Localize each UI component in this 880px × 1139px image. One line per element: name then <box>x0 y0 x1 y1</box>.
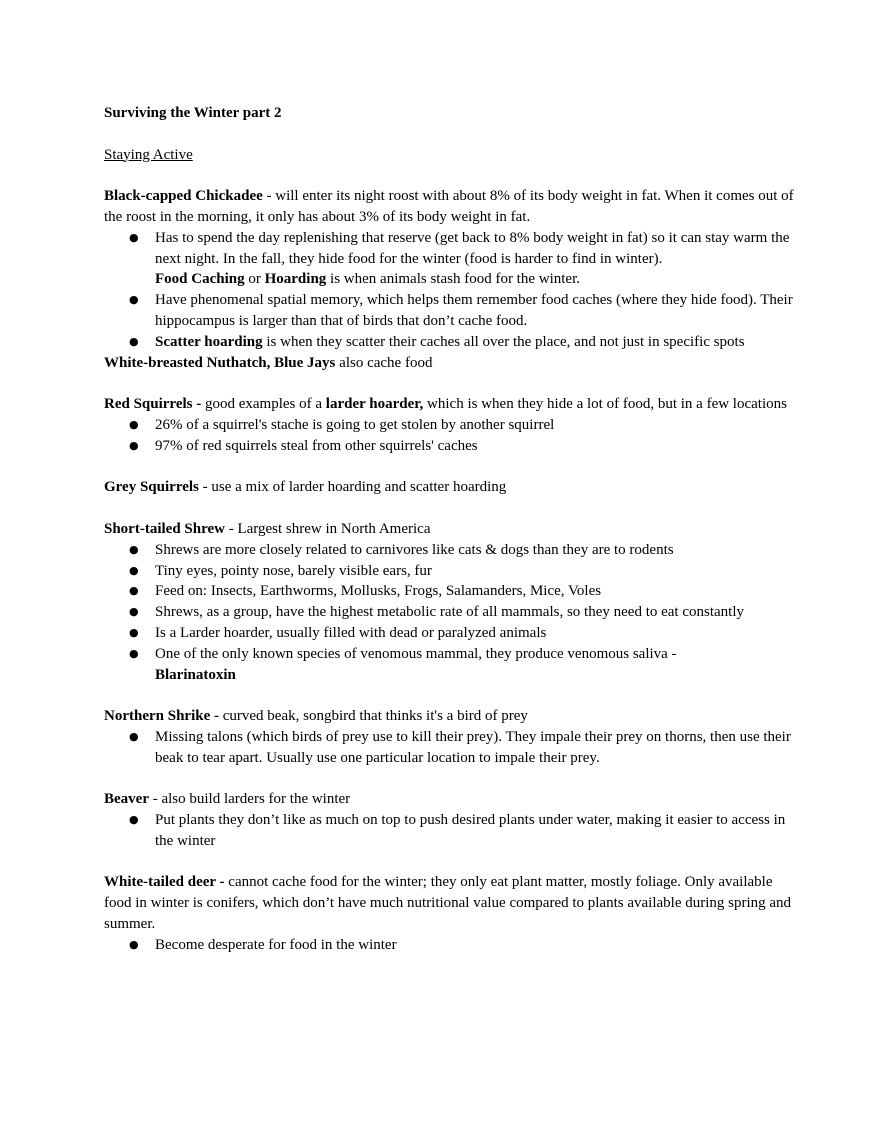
list-item: ● Shrews are more closely related to carnivores like cats & dogs than they are to rodents <box>104 540 794 561</box>
red-squirrels-bullets <box>104 415 794 457</box>
spacer <box>104 124 794 145</box>
shrew-desc: - Largest shrew in North America <box>224 520 431 537</box>
grey-squirrels-name: Grey Squirrels <box>104 479 199 496</box>
document-title: Surviving the Winter part 2 <box>104 105 282 121</box>
list-item: ● Feed on: Insects, Earthworms, Mollusks, Frogs, Salamanders, Mice, Voles <box>104 581 794 602</box>
list-item: ● Become desperate for food in the winter <box>104 935 794 956</box>
shrike-paragraph <box>104 706 794 727</box>
deer-bullets <box>104 935 794 956</box>
nuthatch-desc: also cache food <box>335 354 433 371</box>
beaver-paragraph <box>104 789 794 810</box>
term-hoarding: Hoarding <box>264 271 327 288</box>
spacer <box>104 685 794 706</box>
shrike-desc: curved beak, songbird that thinks it's a bird of prey <box>219 708 528 725</box>
spacer <box>104 498 794 519</box>
or-text: or <box>244 271 265 288</box>
list-item: ● 97% of red squirrels steal from other squirrels' caches <box>104 436 794 457</box>
chickadee-bullets <box>104 228 794 353</box>
term-larder-hoarder: larder hoarder, <box>325 396 424 413</box>
shrike-bullets <box>104 727 794 769</box>
red-squirrels-paragraph <box>104 394 794 415</box>
chickadee-bullet-3-text: is when they scatter their caches all over the place, and not just in specific spots <box>262 333 745 350</box>
list-item: ● Shrews, as a group, have the highest metabolic rate of all mammals, so they need to eat constantly <box>104 602 794 623</box>
list-item <box>104 644 794 686</box>
chickadee-desc: - will enter its night roost with about 8% of its body weight in fat. When it comes out of the roost in the morning, it only has about 3% of its body weight in fat. <box>104 188 794 225</box>
beaver-name: Beaver <box>104 791 149 808</box>
term-food-caching: Food Caching <box>155 271 245 288</box>
chickadee-bullet-1-text: Has to spend the day replenishing that reserve (get back to 8% body weight in fat) so it can stay warm the next night. In the fall, they hide food for the winter (food is harder to find in winter). <box>155 229 790 267</box>
shrew-name: Short-tailed Shrew <box>104 520 225 537</box>
spacer <box>104 852 794 873</box>
red-squirrels-name: Red Squirrels - <box>104 396 202 413</box>
list-item: ● Missing talons (which birds of prey use to kill their prey). They impale their prey on thorns, then use their beak to tear apart. Usually use one particular location to impale their prey. <box>104 727 794 769</box>
chickadee-name: Black-capped Chickadee <box>104 188 263 205</box>
spacer <box>104 165 794 186</box>
beaver-bullets <box>104 810 794 852</box>
nuthatch-name: White-breasted Nuthatch, Blue Jays <box>104 354 336 371</box>
list-item: ● Have phenomenal spatial memory, which helps them remember food caches (where they hide food). Their hippocampus is larger than that of birds that don’t cache food. <box>104 290 794 332</box>
shrike-name: Northern Shrike - <box>104 708 219 725</box>
grey-squirrels-paragraph <box>104 477 794 498</box>
beaver-desc: - also build larders for the winter <box>148 791 351 808</box>
deer-paragraph <box>104 872 794 934</box>
nuthatch-paragraph <box>104 353 794 374</box>
red-squirrels-desc-1: good examples of a <box>201 396 326 413</box>
chickadee-bullet-1-end: is when animals stash food for the winter. <box>326 271 581 288</box>
deer-name: White-tailed deer - <box>104 874 225 891</box>
list-item: ● Put plants they don’t like as much on top to push desired plants under water, making it easier to access in the winter <box>104 810 794 852</box>
deer-desc: cannot cache food for the winter; they only eat plant matter, mostly foliage. Only available food in winter is conifers, which don’t have much nutritional value compared to plants available during spring and summer. <box>104 874 792 933</box>
term-scatter-hoarding: Scatter hoarding <box>155 333 263 350</box>
spacer <box>104 457 794 478</box>
grey-squirrels-desc: - use a mix of larder hoarding and scatter hoarding <box>198 479 507 496</box>
list-item <box>104 228 794 290</box>
spacer <box>104 769 794 790</box>
list-item: ● Tiny eyes, pointy nose, barely visible ears, fur <box>104 561 794 582</box>
chickadee-paragraph <box>104 186 794 228</box>
red-squirrels-desc-2: which is when they hide a lot of food, but in a few locations <box>423 396 787 413</box>
shrew-bullets <box>104 540 794 686</box>
term-blarinatoxin: Blarinatoxin <box>155 666 236 683</box>
shrew-paragraph <box>104 519 794 540</box>
spacer <box>104 373 794 394</box>
section-heading: Staying Active <box>104 146 193 163</box>
shrew-venom-text: One of the only known species of venomous mammal, they produce venomous saliva - <box>155 645 677 662</box>
document-page <box>104 103 794 956</box>
list-item: ● Is a Larder hoarder, usually filled with dead or paralyzed animals <box>104 623 794 644</box>
list-item <box>104 332 794 353</box>
list-item: ● 26% of a squirrel's stache is going to get stolen by another squirrel <box>104 415 794 436</box>
